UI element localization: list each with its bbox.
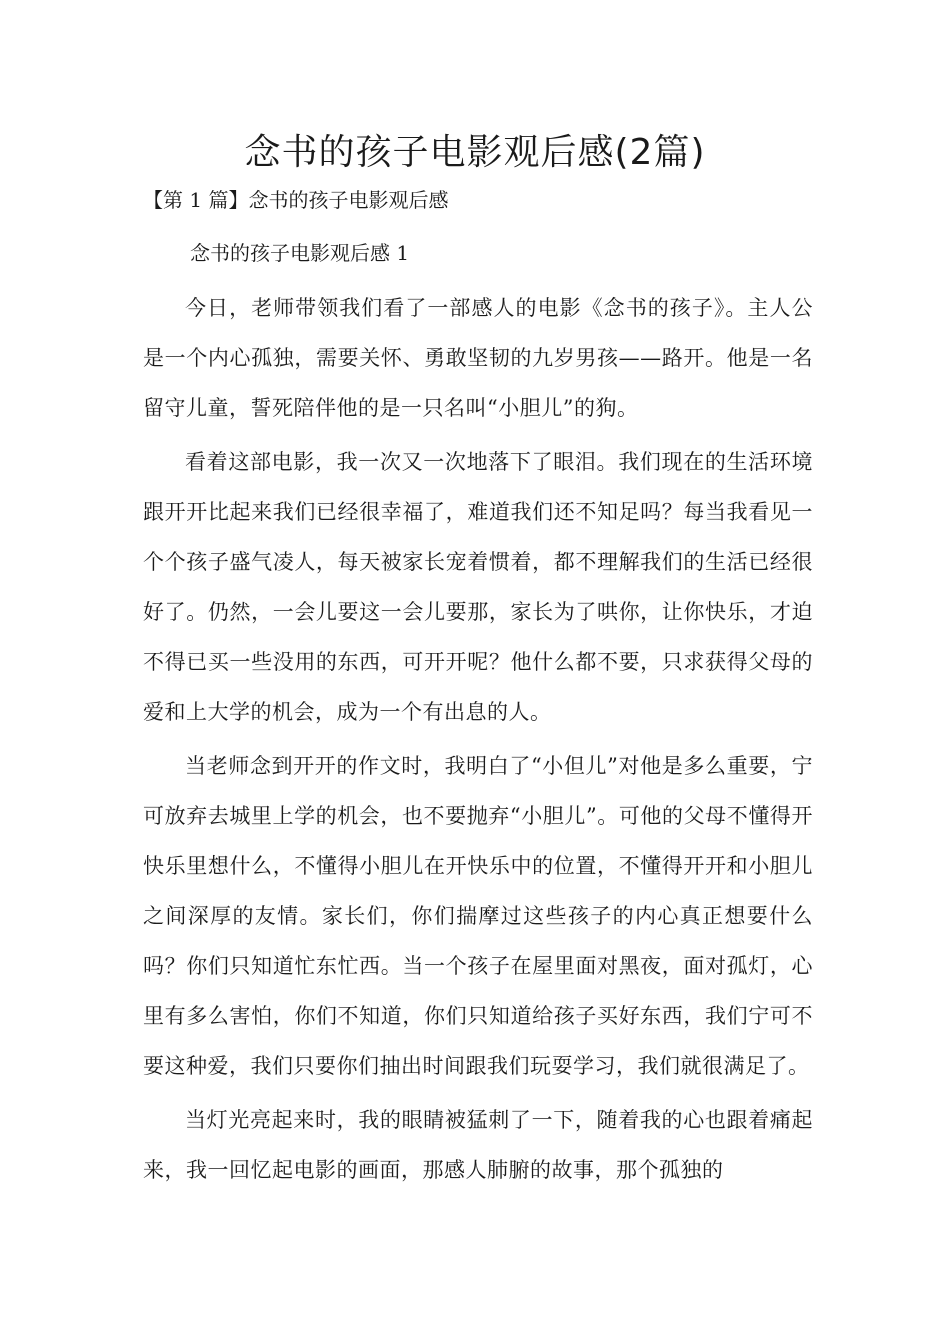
paragraph: 看着这部电影，我一次又一次地落下了眼泪。我们现在的生活环境跟开开比起来我们已经很幸福了，难道我们还不知足吗？每当我看见一个个孩子盛气凌人，每天被家长宠着惯着，都不理解我们的生活已经很好了。仍然，一会儿要这一会儿要那，家长为了哄你，让你快乐，才迫不得已买一些没用的东西，可开开呢？他什么都不要，只求获得父母的爱和上大学的机会，成为一个有出息的人。 <box>143 450 813 724</box>
paragraph: 当灯光亮起来时，我的眼睛被猛刺了一下，随着我的心也跟着痛起来，我一回忆起电影的画面，那感人肺腑的故事，那个孤独的 <box>143 1108 813 1182</box>
section-heading: 【第 1 篇】念书的孩子电影观后感 <box>143 188 449 212</box>
document-title: 念书的孩子电影观后感(2篇) <box>244 132 706 173</box>
paragraph: 当老师念到开开的作文时，我明白了“小但儿”对他是多么重要，宁可放弃去城里上学的机会，也不要抛弃“小胆儿”。可他的父母不懂得开快乐里想什么，不懂得小胆儿在开快乐中的位置，不懂得开开和小胆儿之间深厚的友情。家长们，你们揣摩过这些孩子的内心真正想要什么吗？你们只知道忙东忙西。当一个孩子在屋里面对黑夜，面对孤灯，心里有多么害怕，你们不知道，你们只知道给孩子买好东西，我们宁可不要这种爱，我们只要你们抽出时间跟我们玩耍学习，我们就很满足了。 <box>143 754 813 1078</box>
essay-subtitle: 念书的孩子电影观后感 1 <box>190 241 410 265</box>
essay-body <box>143 283 813 1199</box>
paragraph: 今日，老师带领我们看了一部感人的电影《念书的孩子》。主人公是一个内心孤独，需要关怀、勇敢坚韧的九岁男孩——路开。他是一名留守儿童，誓死陪伴他的是一只名叫“小胆儿”的狗。 <box>143 296 813 420</box>
